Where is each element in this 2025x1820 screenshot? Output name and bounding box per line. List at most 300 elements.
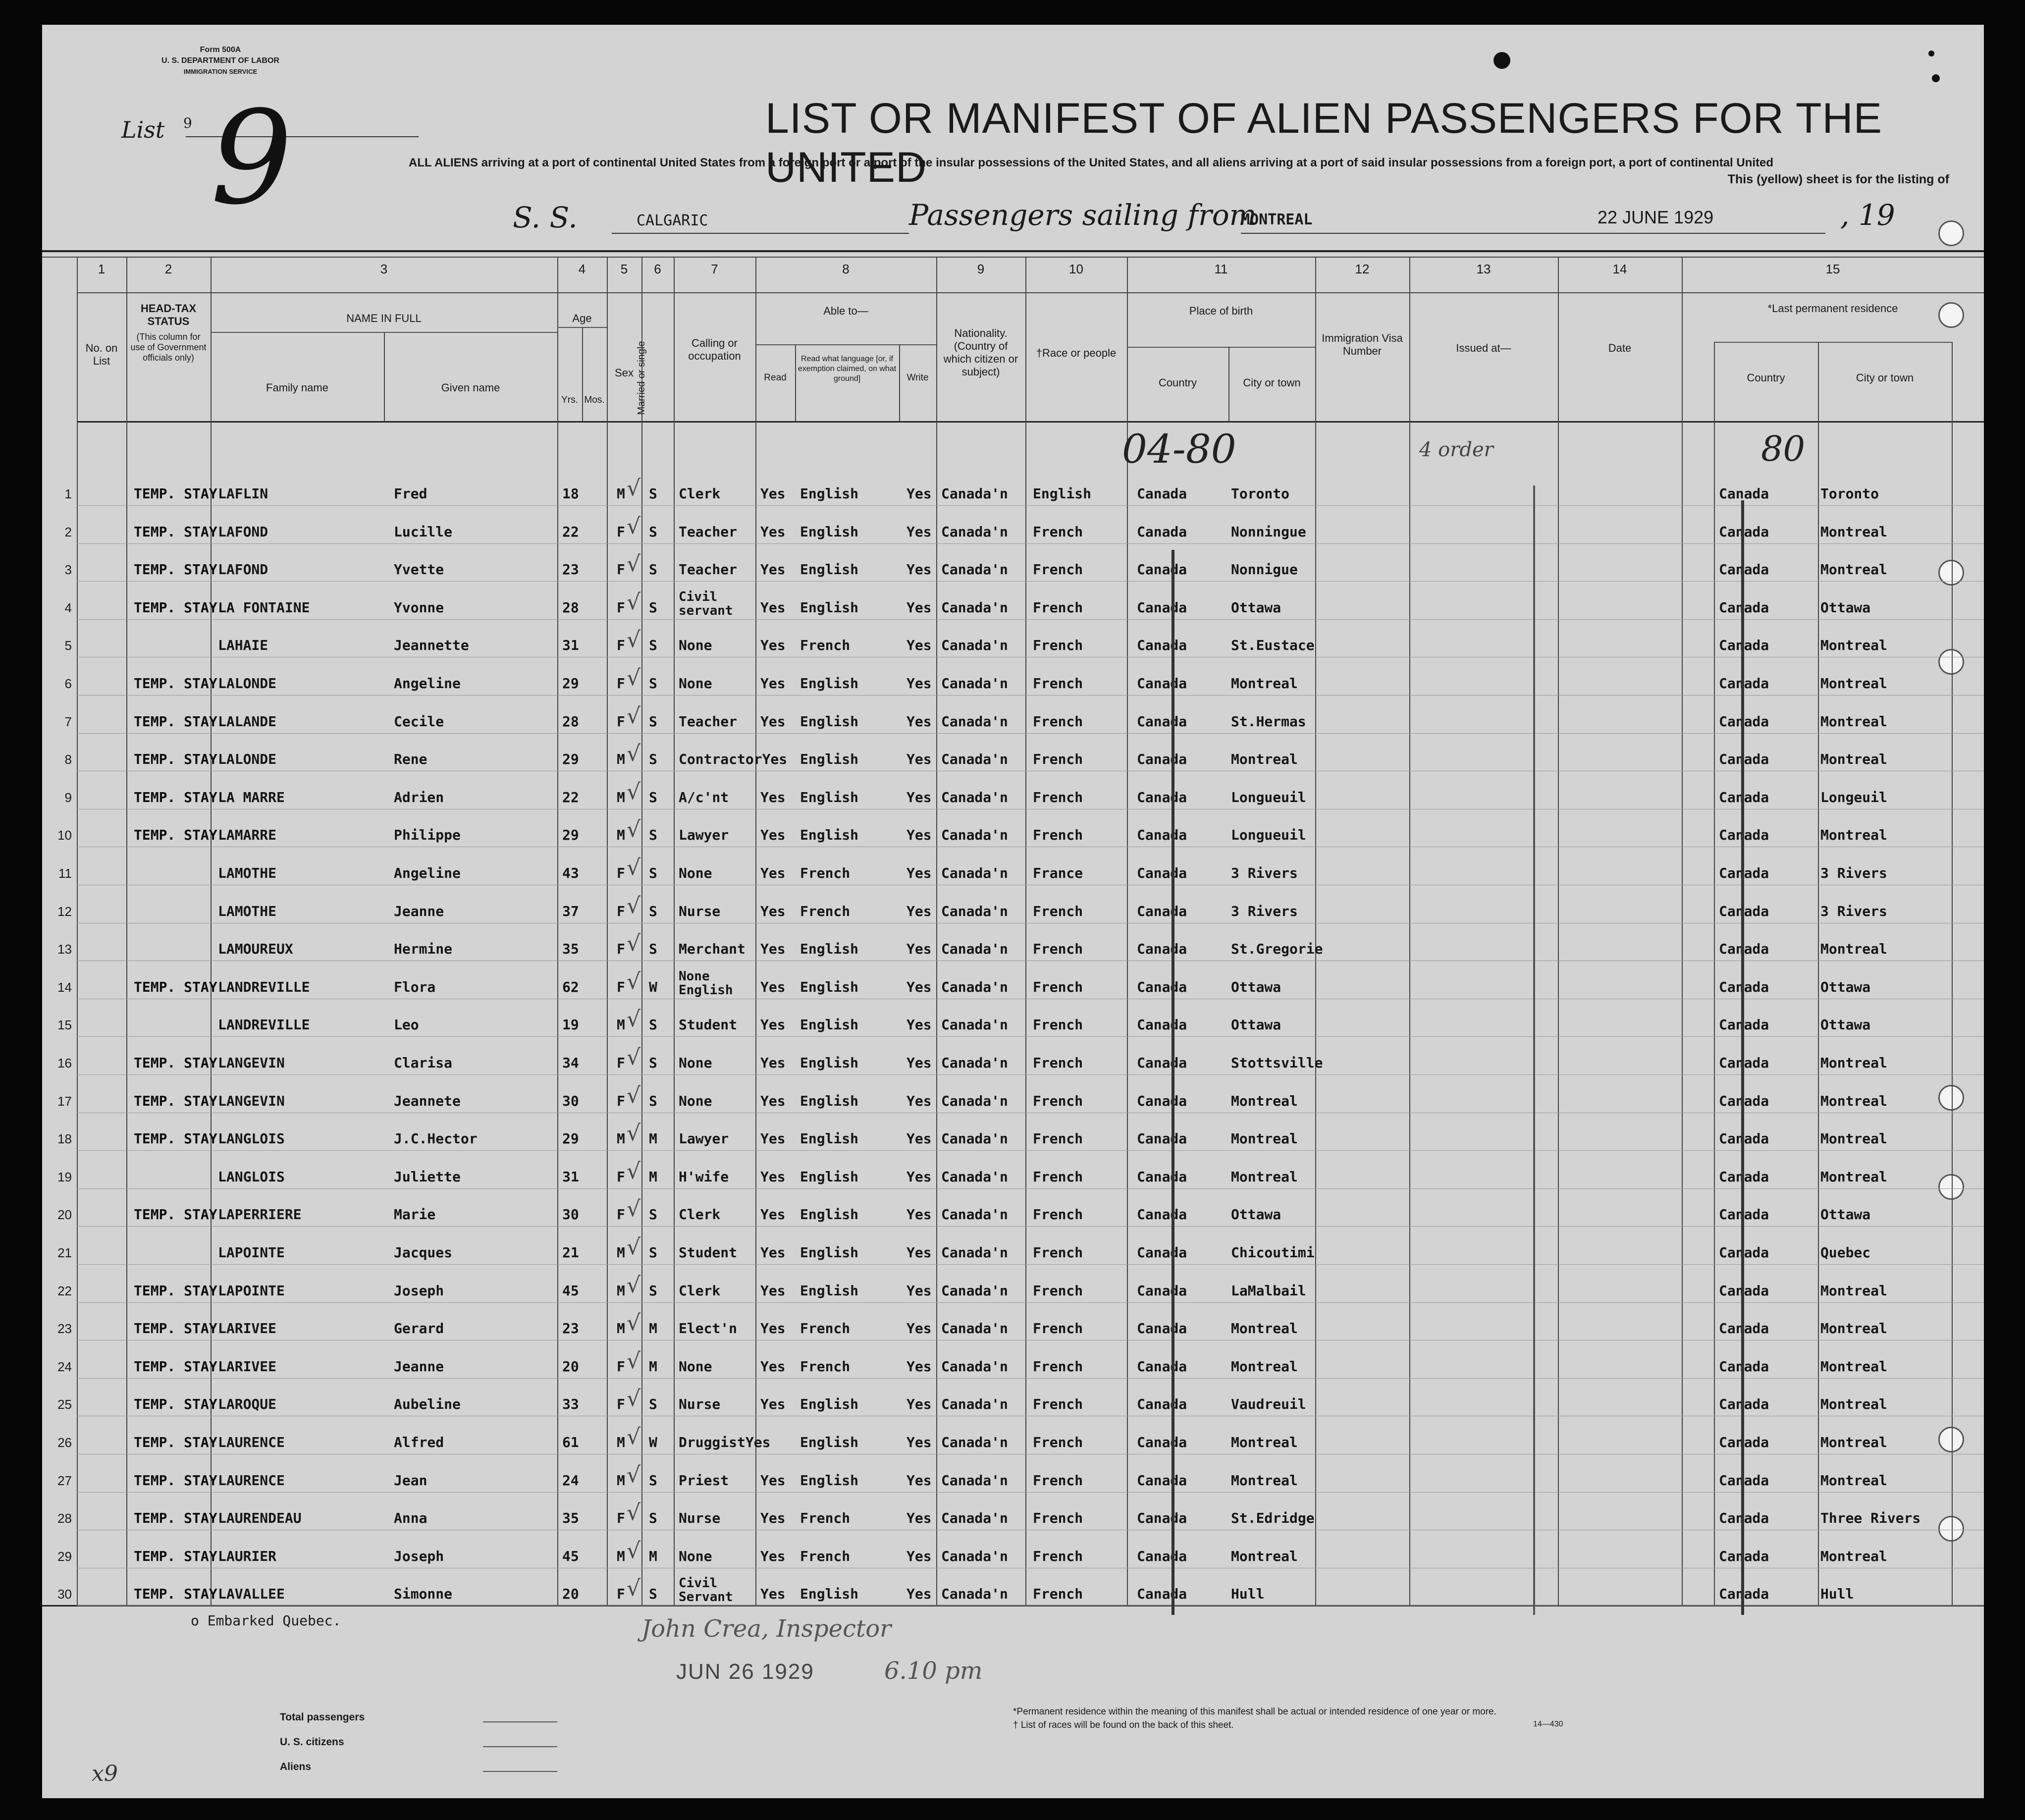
occupation: None xyxy=(679,865,712,881)
marital-status: S xyxy=(649,903,657,919)
list-number-handwritten: 9 xyxy=(211,84,293,233)
read-language: English xyxy=(800,1282,859,1299)
race: French xyxy=(1033,903,1083,919)
given-name: Angeline xyxy=(394,865,461,881)
inspector-signature: John Crea, Inspector xyxy=(641,1615,892,1643)
marital-status: M xyxy=(649,1358,657,1375)
manifest-page xyxy=(42,25,1984,1798)
row-number: 13 xyxy=(57,942,72,957)
race: French xyxy=(1033,1092,1083,1109)
hdr-yrs: Yrs. xyxy=(561,395,578,405)
row-rule xyxy=(77,1264,1984,1265)
residence-city: Montreal xyxy=(1820,561,1887,578)
residence-country: Canada xyxy=(1719,903,1769,919)
can-read: Yes xyxy=(760,1586,786,1603)
age-years: 29 xyxy=(562,751,579,768)
read-language: English xyxy=(800,1130,859,1147)
row-rule xyxy=(77,1150,1984,1151)
check-mark: √ xyxy=(627,703,641,729)
given-name: Fred xyxy=(394,485,427,502)
check-mark: √ xyxy=(627,1234,641,1260)
sex: F xyxy=(617,523,625,540)
read-language: English xyxy=(800,599,859,616)
col-num: 8 xyxy=(842,262,850,276)
head-tax-stamp: TEMP. STAY xyxy=(134,1586,217,1603)
birth-city: Nonningue xyxy=(1231,523,1306,540)
sex: M xyxy=(617,751,625,768)
birth-city: 3 Rivers xyxy=(1231,865,1298,881)
occupation: None xyxy=(679,1358,712,1375)
marital-status: S xyxy=(649,713,657,730)
sex: F xyxy=(617,1358,625,1375)
read-language: English xyxy=(800,523,859,540)
can-read: Yes xyxy=(760,1548,786,1564)
residence-city: Montreal xyxy=(1820,637,1887,654)
can-write: Yes xyxy=(906,789,932,805)
residence-country: Canada xyxy=(1719,1206,1769,1223)
marital-status: M xyxy=(649,1320,657,1337)
row-rule xyxy=(77,543,1984,544)
head-tax-stamp: TEMP. STAY xyxy=(134,827,217,844)
hdr-res-city: City or town xyxy=(1856,372,1914,384)
can-write: Yes xyxy=(906,1434,932,1450)
read-language: French xyxy=(800,1510,851,1527)
age-years: 20 xyxy=(562,1586,579,1603)
residence-country: Canada xyxy=(1719,789,1769,805)
family-name: LAURENCE xyxy=(218,1434,285,1450)
residence-city: Montreal xyxy=(1820,1168,1887,1185)
occupation: None xyxy=(679,637,712,654)
read-language: French xyxy=(800,637,851,654)
row-rule xyxy=(77,1188,1984,1189)
nationality: Canada'n xyxy=(941,1017,1008,1033)
residence-city: Montreal xyxy=(1820,1092,1887,1109)
race: French xyxy=(1033,1358,1083,1375)
race: French xyxy=(1033,1320,1083,1337)
age-years: 28 xyxy=(562,599,579,616)
read-language: English xyxy=(800,1168,859,1185)
birth-city: Ottawa xyxy=(1231,1206,1281,1223)
head-tax-stamp: TEMP. STAY xyxy=(134,789,217,805)
occupation: ContractorYes xyxy=(679,751,788,768)
col-num: 12 xyxy=(1355,262,1370,276)
form-number: Form 500A xyxy=(200,46,241,54)
can-write: Yes xyxy=(906,1472,932,1489)
race: French xyxy=(1033,1206,1083,1223)
row-number: 6 xyxy=(64,676,72,691)
sex: M xyxy=(617,485,625,502)
age-years: 29 xyxy=(562,675,579,692)
read-language: French xyxy=(800,1320,851,1337)
occupation: Civil xyxy=(679,1576,718,1591)
can-read: Yes xyxy=(760,978,786,995)
given-name: Alfred xyxy=(394,1434,444,1450)
marital-status: S xyxy=(649,675,657,692)
race: French xyxy=(1033,523,1083,540)
occupation: None xyxy=(679,1055,712,1071)
col-num: 5 xyxy=(620,262,628,276)
col-line xyxy=(755,257,756,1605)
family-name: LALONDE xyxy=(218,675,277,692)
birth-city: Montreal xyxy=(1231,1092,1298,1109)
race: French xyxy=(1033,1168,1083,1185)
race: French xyxy=(1033,599,1083,616)
occupation: Teacher xyxy=(679,713,738,730)
given-name: Jeannette xyxy=(394,637,469,654)
residence-city: Montreal xyxy=(1820,751,1887,768)
sex: F xyxy=(617,1055,625,1071)
birth-country: Canada xyxy=(1137,1396,1187,1413)
occupation-line-2: Servant xyxy=(679,1590,733,1605)
read-language: French xyxy=(800,865,851,881)
can-write: Yes xyxy=(906,1586,932,1603)
occupation: Nurse xyxy=(679,1396,721,1413)
annotation-birth-code: 04-80 xyxy=(1122,426,1236,472)
date-underline xyxy=(1578,233,1825,234)
col-line xyxy=(1558,257,1559,1605)
race: French xyxy=(1033,1434,1083,1450)
residence-city: Ottawa xyxy=(1820,1206,1871,1223)
birth-city: Ottawa xyxy=(1231,599,1281,616)
hdr-calling: Calling or occupation xyxy=(688,337,741,362)
check-mark: √ xyxy=(627,1348,641,1374)
nationality: Canada'n xyxy=(941,789,1008,805)
check-mark: √ xyxy=(627,855,641,880)
annotation-residence-code: 80 xyxy=(1761,428,1806,469)
can-read: Yes xyxy=(760,675,786,692)
head-tax-stamp: TEMP. STAY xyxy=(134,599,217,616)
residence-country: Canada xyxy=(1719,1055,1769,1071)
nationality: Canada'n xyxy=(941,941,1008,958)
family-name: LA MARRE xyxy=(218,789,285,805)
can-read: Yes xyxy=(760,485,786,502)
check-mark: √ xyxy=(627,1386,641,1412)
sex: F xyxy=(617,865,625,881)
hdr-birth-country: Country xyxy=(1158,376,1197,389)
occupation: Civil xyxy=(679,589,718,604)
given-name: Joseph xyxy=(394,1282,444,1299)
birth-city: St.Eustace xyxy=(1231,637,1315,654)
age-years: 29 xyxy=(562,1130,579,1147)
age-years: 31 xyxy=(562,637,579,654)
sex: F xyxy=(617,599,625,616)
hdr-date: Date xyxy=(1608,342,1632,354)
ship-underline xyxy=(612,233,909,234)
head-tax-stamp: TEMP. STAY xyxy=(134,1055,217,1071)
hdr-age: Age xyxy=(572,312,592,324)
family-name: LAFOND xyxy=(218,523,268,540)
read-language: English xyxy=(800,1055,859,1071)
family-name: LAMOUREUX xyxy=(218,941,293,958)
can-read: Yes xyxy=(760,1206,786,1223)
sex: F xyxy=(617,637,625,654)
can-write: Yes xyxy=(906,1017,932,1033)
marital-status: S xyxy=(649,1017,657,1033)
family-name: LARIVEE xyxy=(218,1358,277,1375)
row-rule xyxy=(77,1302,1984,1303)
birth-country: Canada xyxy=(1137,751,1187,768)
age-years: 62 xyxy=(562,978,579,995)
nationality: Canada'n xyxy=(941,1168,1008,1185)
family-name: LAMOTHE xyxy=(218,903,277,919)
residence-city: Montreal xyxy=(1820,827,1887,844)
manifest-subtitle: ALL ALIENS arriving at a port of continental United States from a foreign port or a port of the insular possessions of the United States, and all aliens arriving at a port of said insular possessions from a foreign port, a port of continental United xyxy=(409,156,1774,169)
sex: F xyxy=(617,941,625,958)
col-line xyxy=(126,257,127,1605)
occupation: H'wife xyxy=(679,1168,729,1185)
given-name: Joseph xyxy=(394,1548,444,1564)
can-read: Yes xyxy=(760,1320,786,1337)
residence-country: Canada xyxy=(1719,1510,1769,1527)
family-name: LA FONTAINE xyxy=(218,599,310,616)
age-years: 43 xyxy=(562,865,579,881)
nationality: Canada'n xyxy=(941,1472,1008,1489)
nationality: Canada'n xyxy=(941,1282,1008,1299)
age-years: 22 xyxy=(562,523,579,540)
punch-mark xyxy=(1493,52,1510,69)
row-number: 15 xyxy=(57,1017,72,1033)
family-name: LANGLOIS xyxy=(218,1168,285,1185)
check-mark: √ xyxy=(627,817,641,843)
residence-city: Montreal xyxy=(1820,1472,1887,1489)
nationality: Canada'n xyxy=(941,1510,1008,1527)
residence-country: Canada xyxy=(1719,713,1769,730)
row-rule xyxy=(77,1378,1984,1379)
residence-city: Montreal xyxy=(1820,1320,1887,1337)
age-years: 61 xyxy=(562,1434,579,1450)
aliens-line xyxy=(483,1771,557,1772)
hdr-family-name: Family name xyxy=(266,381,328,394)
pencil-line xyxy=(1741,500,1744,1615)
residence-country: Canada xyxy=(1719,1130,1769,1147)
can-write: Yes xyxy=(906,1320,932,1337)
occupation: Teacher xyxy=(679,561,738,578)
row-number: 22 xyxy=(57,1283,72,1298)
family-name: LAMOTHE xyxy=(218,865,277,881)
head-tax-stamp: TEMP. STAY xyxy=(134,1396,217,1413)
hdr-res-country: Country xyxy=(1747,372,1785,384)
table-top-border-inner xyxy=(42,257,1984,258)
read-language: English xyxy=(800,1017,859,1033)
nationality: Canada'n xyxy=(941,1092,1008,1109)
residence-city: Toronto xyxy=(1820,485,1879,502)
marital-status: S xyxy=(649,1472,657,1489)
residence-city: Hull xyxy=(1820,1586,1854,1603)
year-label: , 19 xyxy=(1840,198,1895,232)
head-tax-stamp: TEMP. STAY xyxy=(134,675,217,692)
occupation: DruggistYes xyxy=(679,1434,771,1450)
can-read: Yes xyxy=(760,1244,786,1261)
ink-dot xyxy=(1932,74,1940,82)
birth-country: Canada xyxy=(1137,1586,1187,1603)
row-number: 17 xyxy=(57,1093,72,1109)
check-mark: √ xyxy=(627,513,641,539)
table-top-border xyxy=(42,250,1984,252)
port-underline xyxy=(1241,233,1578,234)
given-name: Adrien xyxy=(394,789,444,805)
check-mark: √ xyxy=(627,931,641,957)
race: French xyxy=(1033,751,1083,768)
age-years: 22 xyxy=(562,789,579,805)
residence-country: Canada xyxy=(1719,485,1769,502)
nationality: Canada'n xyxy=(941,485,1008,502)
marital-status: W xyxy=(649,1434,657,1450)
age-years: 33 xyxy=(562,1396,579,1413)
age-years: 21 xyxy=(562,1244,579,1261)
nationality: Canada'n xyxy=(941,827,1008,844)
check-mark: √ xyxy=(627,1082,641,1108)
residence-city: Montreal xyxy=(1820,1282,1887,1299)
row-number: 26 xyxy=(57,1435,72,1450)
sex: M xyxy=(617,827,625,844)
birth-country: Canada xyxy=(1137,485,1187,502)
read-language: French xyxy=(800,903,851,919)
col-line xyxy=(936,257,937,1605)
birth-country: Canada xyxy=(1137,1092,1187,1109)
age-years: 31 xyxy=(562,1168,579,1185)
sex: F xyxy=(617,978,625,995)
head-tax-stamp: TEMP. STAY xyxy=(134,1434,217,1450)
binder-hole xyxy=(1938,1174,1964,1200)
read-language: English xyxy=(800,1092,859,1109)
given-name: Lucille xyxy=(394,523,453,540)
given-name: Yvette xyxy=(394,561,444,578)
hdr-mos: Mos. xyxy=(584,395,605,405)
hdr-place-of-birth: Place of birth xyxy=(1189,305,1253,317)
marital-status: S xyxy=(649,789,657,805)
residence-country: Canada xyxy=(1719,1282,1769,1299)
family-name: LANDREVILLE xyxy=(218,1017,310,1033)
race: French xyxy=(1033,1017,1083,1033)
birth-country: Canada xyxy=(1137,1017,1187,1033)
nationality: Canada'n xyxy=(941,978,1008,995)
residence-country: Canada xyxy=(1719,599,1769,616)
row-rule xyxy=(77,1074,1984,1075)
can-read: Yes xyxy=(760,1396,786,1413)
marital-status: S xyxy=(649,523,657,540)
binder-hole xyxy=(1938,1085,1964,1111)
binder-hole xyxy=(1938,220,1964,246)
birth-country: Canada xyxy=(1137,561,1187,578)
col-num: 13 xyxy=(1476,262,1491,276)
occupation: Student xyxy=(679,1244,738,1261)
occupation: Teacher xyxy=(679,523,738,540)
family-name: LAROQUE xyxy=(218,1396,277,1413)
residence-city: Montreal xyxy=(1820,1434,1887,1450)
residence-country: Canada xyxy=(1719,1320,1769,1337)
head-tax-stamp: TEMP. STAY xyxy=(134,1472,217,1489)
read-language: English xyxy=(800,751,859,768)
residence-city: Ottawa xyxy=(1820,1017,1871,1033)
head-tax-stamp: TEMP. STAY xyxy=(134,713,217,730)
can-write: Yes xyxy=(906,1510,932,1527)
nationality: Canada'n xyxy=(941,713,1008,730)
can-read: Yes xyxy=(760,1092,786,1109)
family-name: LAFLIN xyxy=(218,485,268,502)
received-time: 6.10 pm xyxy=(884,1657,983,1685)
list-number-small: 9 xyxy=(183,115,192,131)
nationality: Canada'n xyxy=(941,1548,1008,1564)
footnote-races: † List of races will be found on the back of this sheet. xyxy=(1013,1720,1234,1730)
check-mark: √ xyxy=(627,1576,641,1602)
hdr-birth-city: City or town xyxy=(1243,376,1301,389)
can-write: Yes xyxy=(906,523,932,540)
residence-city: Ottawa xyxy=(1820,599,1871,616)
row-number: 14 xyxy=(57,979,72,995)
can-read: Yes xyxy=(760,1282,786,1299)
residence-country: Canada xyxy=(1719,865,1769,881)
given-name: Hermine xyxy=(394,941,453,958)
given-name: Angeline xyxy=(394,675,461,692)
residence-city: Montreal xyxy=(1820,1548,1887,1564)
col-line xyxy=(674,257,675,1605)
nationality: Canada'n xyxy=(941,523,1008,540)
form-code: 14—430 xyxy=(1533,1720,1563,1728)
occupation: Priest xyxy=(679,1472,729,1489)
nationality: Canada'n xyxy=(941,1396,1008,1413)
can-write: Yes xyxy=(906,827,932,844)
hdr-able-to: Able to— xyxy=(823,305,868,317)
residence-city: Montreal xyxy=(1820,523,1887,540)
read-language: English xyxy=(800,675,859,692)
row-number: 28 xyxy=(57,1511,72,1526)
can-read: Yes xyxy=(760,561,786,578)
residence-country: Canada xyxy=(1719,1168,1769,1185)
given-name: Anna xyxy=(394,1510,427,1527)
marital-status: S xyxy=(649,1244,657,1261)
list-label: List xyxy=(121,116,165,143)
birth-country: Canada xyxy=(1137,1244,1187,1261)
given-name: Jeannete xyxy=(394,1092,461,1109)
read-language: English xyxy=(800,1586,859,1603)
residence-city: Longeuil xyxy=(1820,789,1887,805)
sex: F xyxy=(617,1206,625,1223)
row-number: 5 xyxy=(64,638,72,653)
birth-city: Ottawa xyxy=(1231,1017,1281,1033)
head-tax-stamp: TEMP. STAY xyxy=(134,1358,217,1375)
birth-city: Stottsville xyxy=(1231,1055,1323,1071)
birth-city: 3 Rivers xyxy=(1231,903,1298,919)
row-number: 19 xyxy=(57,1169,72,1184)
residence-city: Montreal xyxy=(1820,1396,1887,1413)
occupation: Clerk xyxy=(679,1206,721,1223)
read-language: English xyxy=(800,485,859,502)
hdr-read: Read xyxy=(764,373,787,383)
residence-country: Canada xyxy=(1719,1548,1769,1564)
race: French xyxy=(1033,1396,1083,1413)
birth-city: Montreal xyxy=(1231,1130,1298,1147)
can-read: Yes xyxy=(760,523,786,540)
col-line xyxy=(557,257,558,1605)
birth-country: Canada xyxy=(1137,1320,1187,1337)
subhead-line xyxy=(1714,342,1952,343)
check-mark: √ xyxy=(627,1272,641,1298)
head-tax-stamp: TEMP. STAY xyxy=(134,1282,217,1299)
can-write: Yes xyxy=(906,1055,932,1071)
hdr-married: Married or single xyxy=(636,341,647,415)
race: French xyxy=(1033,941,1083,958)
residence-country: Canada xyxy=(1719,1358,1769,1375)
read-language: English xyxy=(800,1396,859,1413)
age-years: 37 xyxy=(562,903,579,919)
nationality: Canada'n xyxy=(941,1434,1008,1450)
age-years: 19 xyxy=(562,1017,579,1033)
check-mark: √ xyxy=(627,968,641,994)
check-mark: √ xyxy=(627,1500,641,1526)
head-tax-stamp: TEMP. STAY xyxy=(134,485,217,502)
hdr-no-on-list: No. on List xyxy=(85,342,118,367)
received-stamp: JUN 26 1929 xyxy=(676,1659,814,1684)
